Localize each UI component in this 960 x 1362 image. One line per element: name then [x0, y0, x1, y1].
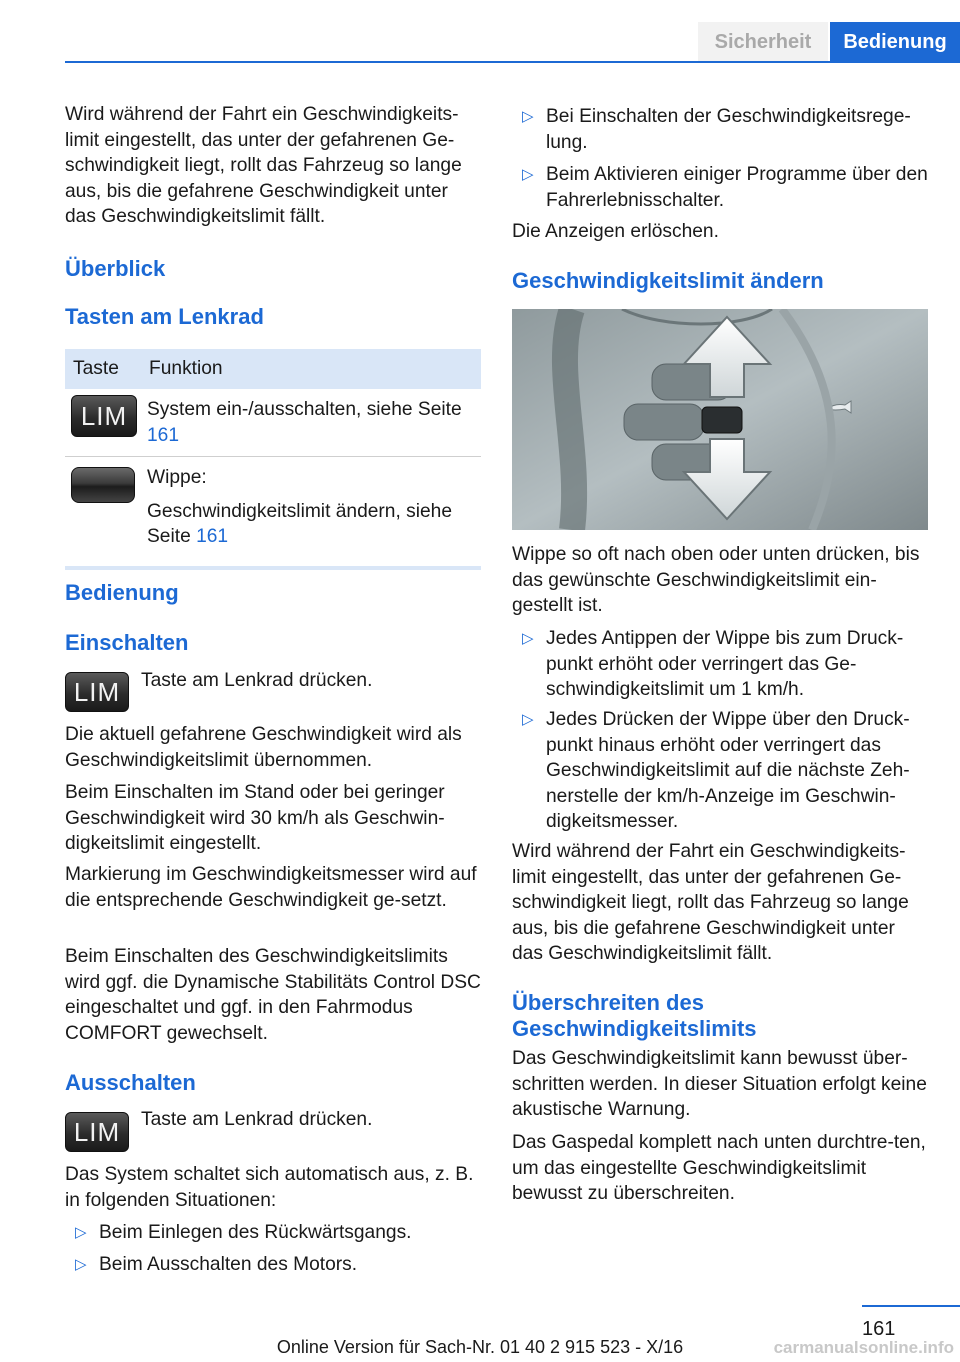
list-item: [512, 626, 928, 703]
bullet-triangle-icon: ▷: [522, 630, 534, 647]
list-item-text: Bei Einschalten der Geschwindigkeitsrege-lung.: [546, 106, 911, 153]
heading-change-limit: Geschwindigkeitslimit ändern: [512, 268, 824, 293]
switch-on-text: Taste am Lenkrad drücken.: [141, 670, 373, 691]
table-cell: [147, 397, 473, 448]
rocker-switch-icon: [71, 467, 135, 503]
header-rule: [65, 61, 960, 63]
bullet-triangle-icon: ▷: [522, 711, 534, 728]
cell-label: Wippe:: [147, 467, 207, 488]
lim-button-icon: LIM: [65, 672, 129, 712]
paragraph: Beim Einschalten des Geschwindigkeitslimits wird ggf. die Dynamische Stabilitäts Control DSC eingeschaltet und ggf. in den Fahrmodus COMFORT gewechselt.: [65, 946, 481, 1044]
list-item-text: Beim Ausschalten des Motors.: [99, 1254, 358, 1275]
list-item-text: Beim Aktivieren einiger Programme über den Fahrerlebnisschalter.: [546, 164, 928, 211]
heading-switch-on: Einschalten: [65, 630, 189, 655]
header-nav: [698, 22, 960, 62]
watermark: carmanualsonline.info: [773, 1338, 954, 1357]
heading-overview: Überblick: [65, 256, 166, 281]
heading-buttons: Tasten am Lenkrad: [65, 304, 264, 329]
bullet-triangle-icon: ▷: [75, 1224, 87, 1241]
table-header-function: Funktion: [149, 358, 223, 379]
list-item-text: Beim Einlegen des Rückwärtsgangs.: [99, 1222, 412, 1243]
tab-sicherheit[interactable]: Sicherheit: [698, 22, 828, 62]
table-header: [65, 349, 481, 389]
buttons-table: [65, 349, 481, 570]
heading-operation: Bedienung: [65, 580, 179, 605]
paragraph: Wird während der Fahrt ein Geschwindigkeits-limit eingestellt, das unter der gefahrenen Ge-schwindigkeit liegt, rollt das Fahrzeug so lange aus, bis die gefahrene Geschwindigkeit unter das Geschwindigkeitslimit fällt.: [512, 841, 909, 964]
table-bottom-rule: [65, 566, 481, 570]
list-item: [65, 1252, 481, 1278]
bullet-triangle-icon: ▷: [522, 108, 534, 125]
footer-text: Online Version für Sach-Nr. 01 40 2 915 523 - X/16: [276, 1337, 684, 1357]
list-item-text: Jedes Antippen der Wippe bis zum Druck-punkt erhöht oder verringert das Ge-schwindigkeitslimit um 1 km/h.: [546, 628, 904, 700]
paragraph: Die aktuell gefahrene Geschwindigkeit wird als Geschwindigkeitslimit übernommen.: [65, 724, 462, 771]
table-header-key: Taste: [73, 358, 119, 379]
list-item-text: Jedes Drücken der Wippe über den Druck-punkt hinaus erhöht oder verringert das Geschwindigkeitslimit auf die nächste Zeh-nerstelle der km/h-Anzeige im Geschwin-digkeitsmesser.: [546, 709, 910, 832]
list-item: [512, 707, 928, 835]
tab-bedienung[interactable]: Bedienung: [830, 22, 960, 62]
list-item: [512, 162, 928, 213]
intro-paragraph: Wird während der Fahrt ein Geschwindigkeits-limit eingestellt, das unter der gefahrenen Ge-schwindigkeit liegt, rollt das Fahrzeug so lange aus, bis die gefahrene Geschwindigkeit unter das Geschwindigkeitslimit fällt.: [65, 104, 462, 227]
heading-exceed-limit: Überschreiten des Geschwindigkeitslimits: [512, 990, 757, 1041]
lim-button-icon: LIM: [65, 1112, 129, 1152]
heading-switch-off: Ausschalten: [65, 1070, 196, 1095]
table-row: [65, 457, 481, 560]
page-link[interactable]: 161: [147, 424, 180, 446]
paragraph: Das Gaspedal komplett nach unten durchtre-ten, um das eingestellte Geschwindigkeitslimit bewusst zu überschreiten.: [512, 1132, 926, 1204]
bullet-triangle-icon: ▷: [75, 1256, 87, 1273]
lim-button-icon: LIM: [71, 395, 137, 437]
steering-wheel-illustration: [512, 309, 928, 530]
paragraph: Die Anzeigen erlöschen.: [512, 221, 719, 242]
paragraph: Markierung im Geschwindigkeitsmesser wird auf die entsprechende Geschwindigkeit ge-setzt.: [65, 864, 477, 911]
steering-wheel-image: [512, 309, 928, 530]
table-cell: [147, 499, 473, 550]
page-number: 161: [862, 1318, 896, 1340]
switch-off-text: Taste am Lenkrad drücken.: [141, 1109, 373, 1130]
page-link[interactable]: 161: [196, 526, 229, 547]
cell-text: Geschwindigkeitslimit ändern, siehe Seite: [147, 500, 453, 547]
list-item: [512, 104, 928, 155]
paragraph: Das System schaltet sich automatisch aus, z. B. in folgenden Situationen:: [65, 1164, 474, 1211]
footer-rule: [862, 1305, 960, 1307]
table-row: [65, 389, 481, 457]
cell-text: System ein-/ausschalten, siehe Seite: [147, 399, 462, 420]
paragraph: Beim Einschalten im Stand oder bei geringer Geschwindigkeit wird 30 km/h als Geschwin-digkeitslimit eingestellt.: [65, 782, 445, 854]
bullet-triangle-icon: ▷: [522, 166, 534, 183]
list-item: [65, 1220, 481, 1246]
paragraph: Wippe so oft nach oben oder unten drücken, bis das gewünschte Geschwindigkeitslimit ein-gestellt ist.: [512, 544, 920, 616]
paragraph: Das Geschwindigkeitslimit kann bewusst über-schritten werden. In dieser Situation erfolgt keine akustische Warnung.: [512, 1048, 927, 1120]
